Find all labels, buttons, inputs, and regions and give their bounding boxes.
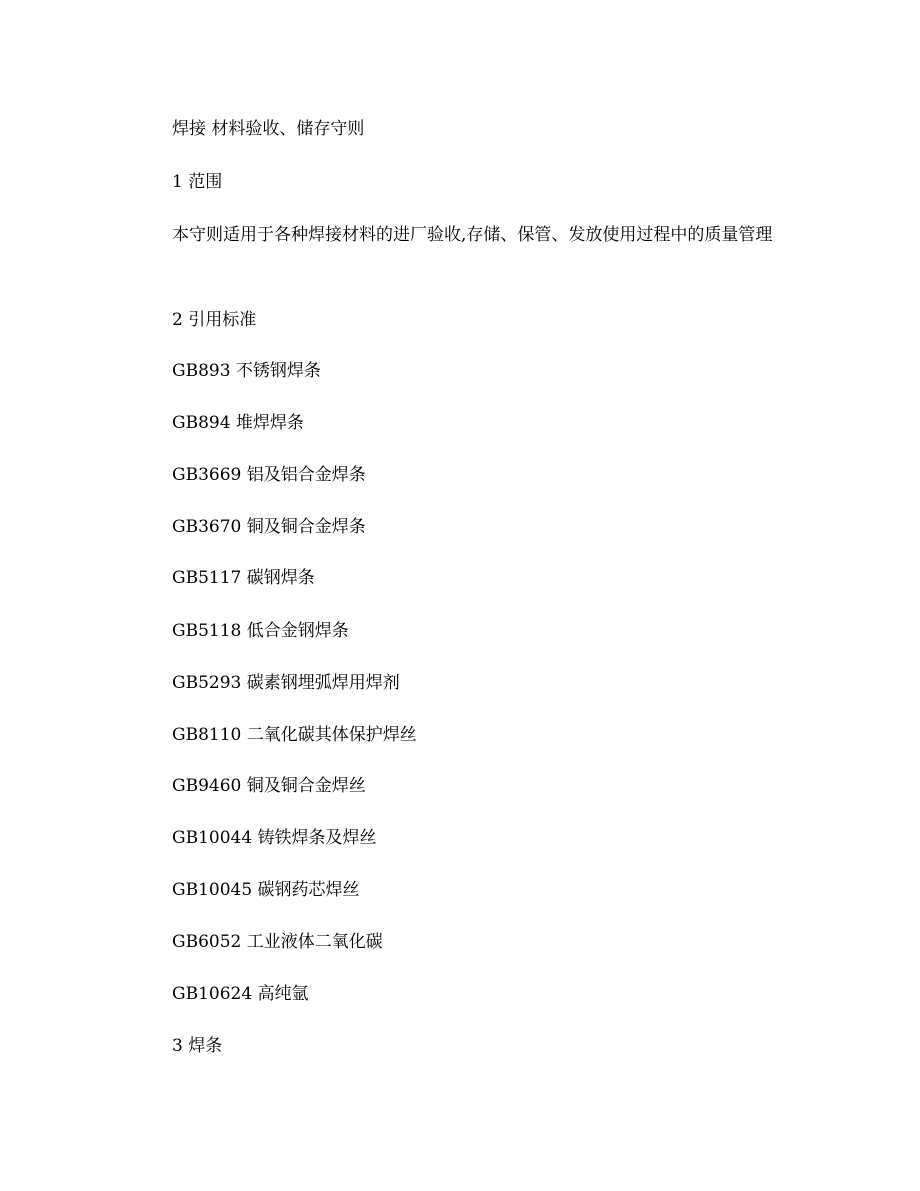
standard-item: GB5118 低合金钢焊条: [172, 621, 349, 641]
standard-item: GB3670 铜及铜合金焊条: [172, 517, 366, 537]
standard-item: GB3669 铝及铝合金焊条: [172, 465, 366, 485]
standard-item: GB6052 工业液体二氧化碳: [172, 932, 383, 952]
document-title: 焊接 材料验收、储存守则: [172, 119, 365, 139]
standard-item: GB893 不锈钢焊条: [172, 361, 321, 381]
standard-item: GB8110 二氧化碳其体保护焊丝: [172, 725, 417, 745]
standard-item: GB5117 碳钢焊条: [172, 568, 315, 588]
standard-item: GB10045 碳钢药芯焊丝: [172, 880, 360, 900]
standard-item: GB9460 铜及铜合金焊丝: [172, 776, 366, 796]
section-heading-references: 2 引用标准: [172, 310, 257, 330]
standard-item: GB5293 碳素钢埋弧焊用焊剂: [172, 673, 400, 693]
standard-item: GB894 堆焊焊条: [172, 413, 304, 433]
standard-item: GB10044 铸铁焊条及焊丝: [172, 828, 377, 848]
standard-item: GB10624 高纯氩: [172, 984, 309, 1004]
scope-paragraph: 本守则适用于各种焊接材料的进厂验收,存储、保管、发放使用过程中的质量管理: [172, 225, 773, 245]
section-heading-electrodes: 3 焊条: [172, 1036, 223, 1056]
section-heading-scope: 1 范围: [172, 172, 223, 192]
